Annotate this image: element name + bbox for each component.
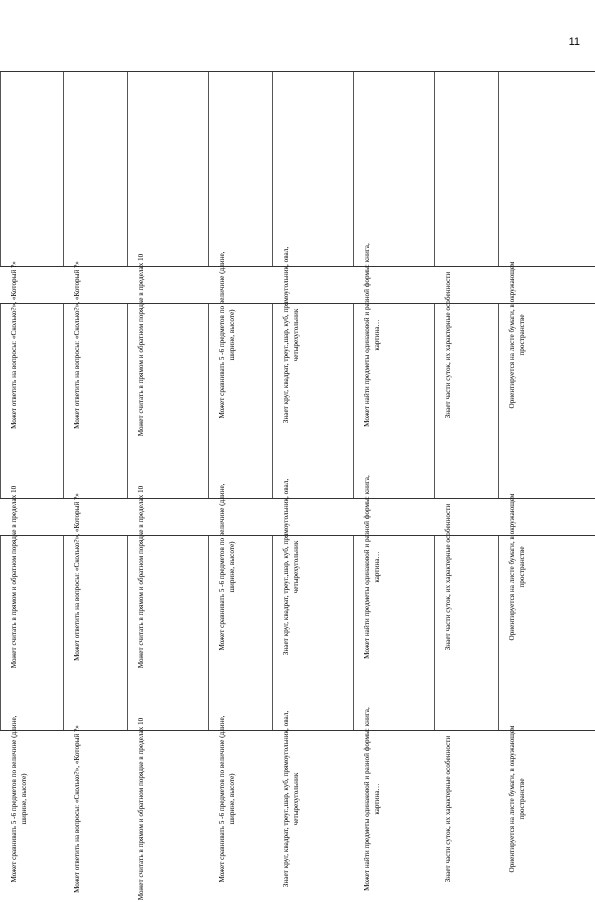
cell-text: Может считать в прямом и обратном порядке в пределах 10	[137, 485, 145, 669]
table-cell	[128, 72, 209, 437]
cell-text: Может найти предметы одинаковой и разной формы: книга, картина…	[363, 707, 381, 891]
table-cell	[435, 304, 499, 651]
cell-text: Может сравнивать 5 -6 предметов по величине (длине, ширине, высоте)	[218, 251, 236, 419]
cell-text: Может сравнивать 5 -6 предметов по величине (длине, ширине, высоте)	[10, 715, 28, 883]
cell-text: Знает круг, квадрат, треуг.,шар, куб, прямоугольник, овал, четырехугольник	[282, 710, 300, 888]
cell-text: Знает части суток, их характерные особенности	[444, 271, 452, 419]
cell-text: Может считать в прямом и обратном порядке в пределах 10	[137, 253, 145, 437]
cell-text: Знает части суток, их характерные особенности	[444, 735, 452, 883]
table-cell	[354, 536, 435, 891]
cell-text: Может найти предметы одинаковой и разной формы: книга, картина…	[363, 243, 381, 427]
cell-text: Ориентируется на листе бумаги, в окружающем пространстве	[508, 493, 526, 641]
cell-text: Может найти предметы одинаковой и разной формы: книга, картина…	[363, 475, 381, 659]
table-cell	[499, 536, 595, 873]
table-cell	[435, 536, 499, 883]
cell-text: Может ответить на вопросы: «Сколько?», «Который ?»	[73, 725, 81, 893]
cell-text: Знает части суток, их характерные особенности	[444, 503, 452, 651]
table-cell	[499, 304, 595, 641]
cell-text: Знает круг, квадрат, треуг.,шар, куб, прямоугольник, овал, четырехугольник	[282, 246, 300, 424]
criteria-table-2	[0, 303, 595, 669]
cell-text: Может ответить на вопросы: «Сколько?», «Который ?»	[73, 493, 81, 661]
table-cell	[435, 72, 499, 419]
table-cell	[273, 72, 354, 424]
table-cell	[0, 536, 64, 883]
table-cell	[0, 304, 64, 669]
table-cell	[209, 72, 273, 419]
table-cell	[128, 304, 209, 669]
table-cell	[273, 536, 354, 888]
cell-text: Ориентируется на листе бумаги, в окружающем пространстве	[508, 725, 526, 873]
criteria-table-1	[0, 71, 595, 437]
cell-text: Ориентируется на листе бумаги, в окружающем пространстве	[508, 261, 526, 409]
page-number: 11	[568, 36, 580, 48]
cell-text: Может сравнивать 5 -6 предметов по величине (длине, ширине, высоте)	[218, 483, 236, 651]
cell-text: Знает круг, квадрат, треуг.,шар, куб, прямоугольник, овал, четырехугольник	[282, 478, 300, 656]
table-cell	[64, 72, 128, 429]
table-cell	[273, 304, 354, 656]
table-cell	[64, 304, 128, 661]
table-cell	[354, 304, 435, 659]
table-cell	[354, 72, 435, 427]
table-cell	[128, 536, 209, 901]
table-cell	[0, 72, 64, 429]
cell-text: Может ответить на вопросы: «Сколько?», «Который ?»	[10, 261, 18, 429]
cell-text: Может сравнивать 5 -6 предметов по величине (длине, ширине, высоте)	[218, 715, 236, 883]
table-cell	[499, 72, 595, 409]
table-cell	[64, 536, 128, 893]
table-cell	[209, 304, 273, 651]
cell-text: Может считать в прямом и обратном порядке в пределах 10	[10, 485, 18, 669]
criteria-table-3	[0, 535, 595, 901]
table-cell	[209, 536, 273, 883]
cell-text: Может ответить на вопросы: «Сколько?», «Который ?»	[73, 261, 81, 429]
cell-text: Может считать в прямом и обратном порядке в пределах 10	[137, 717, 145, 901]
